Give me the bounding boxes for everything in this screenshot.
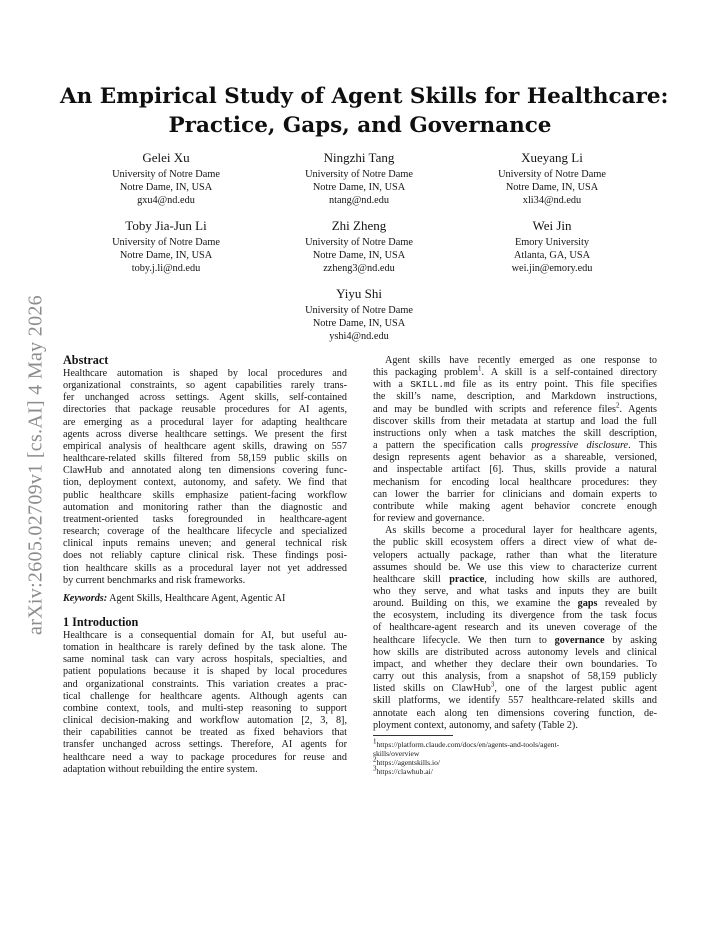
- paragraph-line: and may be bundled with scripts and reference files$^2$. Agents: [373, 401, 657, 415]
- author-name: Gelei Xu: [142, 150, 190, 165]
- author-block: [259, 218, 459, 275]
- section-heading-introduction: 1 Introduction: [63, 614, 139, 629]
- author-email: wei.jin@emory.edu: [511, 263, 593, 274]
- author-email: yshi4@nd.edu: [329, 331, 389, 342]
- author-name: Ningzhi Tang: [323, 150, 395, 165]
- author-affiliation: University of Notre Dame: [498, 169, 606, 180]
- footnote-1-cont: skills/overview: [373, 749, 420, 759]
- paragraph-line: by current benchmarks and risk frameworks.: [63, 574, 246, 586]
- author-block: [259, 150, 459, 207]
- footnote-ref[interactable]: 1: [478, 364, 482, 373]
- paragraph-line: tomation in healthcare is rarely defined by the task alone. The: [63, 642, 347, 654]
- paragraph-line: annotate each along ten dimensions covering function, de-: [373, 707, 657, 719]
- footnote-ref[interactable]: 3: [490, 680, 495, 689]
- arxiv-identifier: arXiv:2605.02709v1 [cs.AI] 4 May 2026: [24, 295, 47, 635]
- footnote-2: $^2$https://agentskills.io/: [373, 755, 440, 768]
- introduction-body: [63, 630, 347, 776]
- author-name: Xueyang Li: [521, 150, 583, 165]
- skill-md-code: SKILL.md: [410, 379, 456, 391]
- paragraph-line: skill platforms, we identify 557 healthcare-related skills and: [373, 695, 657, 707]
- paragraph-line: a pattern the specification calls progressive disclosure. This: [373, 440, 658, 452]
- author-affiliation: Emory University: [514, 237, 590, 248]
- paragraph-line: research; coverage of the healthcare lifecycle and specialized: [63, 526, 347, 538]
- paragraph-line: adaptation without rebuilding the entire system.: [63, 763, 258, 775]
- paragraph-line: directories that package reusable procedures for AI agents,: [63, 404, 347, 416]
- paragraph-line: healthcare lifecycle. We then turn to governance by asking: [373, 634, 657, 646]
- paragraph-line: Healthcare is a consequential domain for AI, but useful au-: [63, 629, 347, 641]
- paragraph-line: tical challenge for healthcare agents. Although agents can: [63, 690, 347, 702]
- author-location: Notre Dame, IN, USA: [312, 250, 406, 261]
- title-line-2: Practice, Gaps, and Governance: [168, 113, 552, 138]
- emphasis-practice: practice: [449, 573, 485, 585]
- author-location: Notre Dame, IN, USA: [312, 182, 406, 193]
- paragraph-line: patient populations because it is shaped by local procedures: [63, 666, 347, 678]
- keywords-label: Keywords:: [63, 592, 108, 604]
- emphasis-governance: governance: [554, 634, 605, 646]
- paragraph-line: organizational constraints, so agent capabilities rarely trans-: [63, 380, 347, 392]
- author-block: [452, 150, 652, 207]
- keywords: [63, 593, 347, 605]
- author-block: [259, 286, 459, 343]
- paragraph-line: instructions only when a task matches the skill description,: [373, 427, 657, 439]
- paragraph-line: for review and governance.: [373, 513, 485, 525]
- author-location: Notre Dame, IN, USA: [119, 182, 213, 193]
- paragraph-line: transfer unchanged across settings. Therefore, AI agents for: [63, 739, 347, 751]
- author-location: Atlanta, GA, USA: [513, 250, 591, 261]
- paragraph-line: public healthcare skills emphasize patient-facing workflow: [63, 489, 347, 501]
- author-affiliation: University of Notre Dame: [305, 169, 413, 180]
- abstract-heading: Abstract: [63, 353, 109, 367]
- author-name: Toby Jia-Jun Li: [125, 218, 207, 233]
- paragraph-line: velopers actually package, rather than what the literature: [373, 549, 657, 561]
- paragraph-line: same nominal task can vary across hospitals, specialties, and: [63, 654, 347, 666]
- paragraph-line: their capabilities cannot be treated as fixed behaviors that: [63, 727, 347, 739]
- keywords-text: Agent Skills, Healthcare Agent, Agentic AI: [109, 592, 286, 604]
- paragraph-line: tion healthcare skills as a procedural layer not yet addressed: [63, 562, 347, 574]
- author-name: Zhi Zheng: [331, 218, 387, 233]
- author-email: ntang@nd.edu: [328, 195, 390, 206]
- paragraph-line: clinical decision-making and workflow automation [2, 3, 8],: [63, 715, 347, 727]
- paragraph-line: listed skills on ClawHub$^3$, one of the largest public agent: [373, 680, 658, 695]
- paragraph-line: of healthcare-agent research and its uneven coverage of the: [373, 622, 657, 634]
- footnote-link[interactable]: https://clawhub.ai/: [376, 767, 433, 777]
- paragraph-line: automation and monitoring rather than the diagnostic and: [63, 501, 347, 513]
- title-line-1: An Empirical Study of Agent Skills for Healthcare:: [60, 84, 669, 109]
- author-affiliation: University of Notre Dame: [305, 237, 413, 248]
- paragraph-line: Healthcare automation is shaped by local procedures and: [63, 368, 347, 379]
- paragraph-line: with a SKILL.md file as its entry point. This file specifies: [373, 379, 657, 391]
- paragraph-line: the skill’s name, description, and Markdown instructions,: [373, 391, 657, 403]
- paragraph-line: agents across diverse healthcare settings. We present the first: [63, 428, 347, 440]
- author-block: [66, 150, 266, 207]
- paragraph-line: empirical analysis of healthcare agent skills, drawing on 557: [63, 440, 347, 452]
- paragraph-line: Agent skills have recently emerged as one response to: [385, 355, 657, 366]
- author-email: toby.j.li@nd.edu: [131, 263, 201, 274]
- paragraph-line: ployment context, autonomy, and safety (Table 2).: [373, 719, 578, 731]
- paragraph-line: this packaging problem$^1$. A skill is a self-contained directory: [373, 364, 657, 379]
- paragraph-line: impact, and whether they declare their own boundaries. To: [373, 658, 657, 670]
- author-location: Notre Dame, IN, USA: [119, 250, 213, 261]
- author-block: [66, 218, 266, 275]
- paragraph-line: combine context, tools, and multi-step reasoning to support: [63, 702, 347, 714]
- paragraph-line: discover skills from their metadata at startup and load the full: [373, 415, 657, 427]
- author-affiliation: University of Notre Dame: [112, 237, 220, 248]
- author-name: Yiyu Shi: [336, 286, 382, 301]
- paragraph-line: fer unchanged across settings. Agent skills, self-contained: [63, 392, 347, 404]
- paragraph-line: design represents agent behavior as a shareable, versioned,: [373, 452, 657, 464]
- emphasis-gaps: gaps: [577, 598, 598, 610]
- paragraph-line: treatment-oriented tasks foregrounded in healthcare-agent: [63, 513, 347, 525]
- paragraph-line: and inspectable artifact [6]. Thus, skills provide a natural: [373, 464, 657, 476]
- paragraph-line: healthcare need a way to package procedures for reuse and: [63, 751, 347, 763]
- paragraph-line: does not reliably capture clinical risk. These findings posi-: [63, 550, 347, 562]
- paper-title: [60, 82, 669, 140]
- abstract-body: [63, 368, 347, 587]
- paragraph-line: how skills are distributed across autonomy levels and clinical: [373, 646, 657, 658]
- footnote-1: $^1$https://platform.claude.com/docs/en/agents-and-tools/agent-: [373, 737, 560, 749]
- footnote-link[interactable]: https://agentskills.io/: [376, 758, 440, 768]
- right-column: [373, 355, 657, 777]
- author-block: [452, 218, 652, 275]
- paragraph-line: the ecosystem, including its divergence from the task focus: [373, 610, 657, 622]
- author-location: Notre Dame, IN, USA: [505, 182, 599, 193]
- paragraph-line: are emerging as a procedural layer for adapting healthcare: [63, 416, 347, 428]
- paragraph-line: contribute while making agent behavior concrete enough: [373, 500, 657, 512]
- paragraph-line: clinical inputs remains uneven; and general technical risk: [63, 538, 347, 550]
- footnote-ref[interactable]: 2: [615, 401, 620, 410]
- paragraph-line: carry out this analysis, from a snapshot of 58,159 publicly: [373, 671, 657, 683]
- paragraph-line: can lower the barrier for clinicians and domain experts to: [373, 488, 657, 500]
- paragraph-line: assumes should be. We use this view to characterize current: [373, 561, 657, 573]
- footnote-3: $^3$https://clawhub.ai/: [373, 764, 433, 777]
- emphasis-progressive-disclosure: progressive disclosure: [531, 440, 629, 452]
- paragraph-line: As skills become a procedural layer for healthcare agents,: [385, 525, 657, 537]
- author-email: xli34@nd.edu: [522, 195, 582, 206]
- paragraph-line: healthcare-related skills filtered from 58,159 public skills on: [63, 453, 347, 465]
- paragraph-line: the public skill ecosystem offers a direct view of what de-: [373, 537, 657, 549]
- paragraph-line: mechanism for encoding local healthcare procedures: they: [373, 476, 657, 488]
- author-affiliation: University of Notre Dame: [305, 305, 413, 316]
- footnote-link[interactable]: https://platform.claude.com/docs/en/agents-and-tools/agent-: [376, 739, 560, 749]
- author-affiliation: University of Notre Dame: [112, 169, 220, 180]
- author-email: zzheng3@nd.edu: [323, 263, 395, 274]
- author-name: Wei Jin: [532, 218, 572, 233]
- footnote-divider: [373, 735, 453, 736]
- author-location: Notre Dame, IN, USA: [312, 318, 406, 329]
- paragraph-line: tion, deployment context, autonomy, and safety. We find that: [63, 477, 347, 489]
- paragraph-line: and organizational constraints. This variation creates a prac-: [63, 678, 347, 690]
- paragraph-line: healthcare skill practice, including how skills are authored,: [373, 573, 657, 585]
- left-column: [63, 352, 347, 776]
- paragraph-line: around. Building on this, we examine the gaps revealed by: [373, 598, 657, 610]
- paragraph-line: who they serve, and what tasks and inputs they are built: [373, 585, 657, 597]
- paragraph-line: ClawHub and annotated along ten dimensions covering func-: [63, 465, 347, 477]
- author-email: gxu4@nd.edu: [137, 195, 195, 206]
